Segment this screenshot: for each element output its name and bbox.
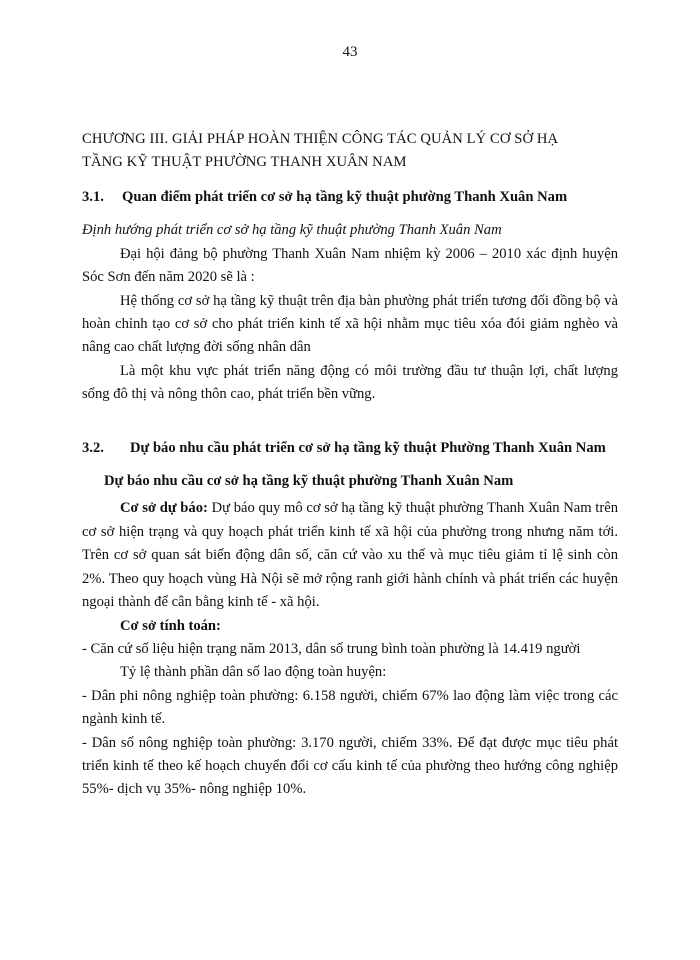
page-content [82, 128, 618, 802]
section-title: Dự báo nhu cầu phát triển cơ sở hạ tầng kỹ thuật Phường Thanh Xuân Nam [130, 439, 606, 456]
paragraph: Đại hội đảng bộ phường Thanh Xuân Nam nhiệm kỳ 2006 – 2010 xác định huyện Sóc Sơn đến năm 2020 sẽ là : [82, 245, 618, 286]
section-heading-3-2 [82, 437, 618, 460]
paragraph: - Căn cứ số liệu hiện trạng năm 2013, dân số trung bình toàn phường là 14.419 người [82, 640, 581, 657]
forecast-label: Cơ sở dự báo: [120, 500, 208, 517]
spacer [82, 407, 618, 437]
section-heading-3-1 [82, 186, 618, 209]
paragraph: Tỷ lệ thành phần dân số lao động toàn huyện: [120, 664, 387, 681]
paragraph: - Dân phi nông nghiệp toàn phường: 6.158 người, chiếm 67% lao động làm việc trong các ngành kinh tế. [82, 687, 618, 728]
paragraph: Là một khu vực phát triển năng động có môi trường đầu tư thuận lợi, chất lượng sống đô thị và nông thôn cao, phát triển bền vững. [82, 362, 618, 403]
paragraph: - Dân số nông nghiệp toàn phường: 3.170 người, chiếm 33%. Để đạt được mục tiêu phát triển kinh tế theo kế hoạch chuyển đổi cơ cấu kinh tế của phường theo hướng công nghiệp 55%- dịch vụ 35%- nông nghiệp 10%. [82, 734, 618, 798]
forecast-text: Dự báo quy mô cơ sở hạ tầng kỹ thuật phường Thanh Xuân Nam trên cơ sở hiện trạng và quy hoạch phát triển kinh tế xã hội của phường trong nhưng năm tới. Trên cơ sở quan sát biến động dân số, căn cứ vào xu thế và mục tiêu giảm tỉ lệ sinh còn 2%. Theo quy hoạch vùng Hà Nội sẽ mở rộng ranh giới hành chính và phát triển các huyện ngoại thành để cân bằng kinh tế - xã hội. [82, 500, 618, 611]
section-number: 3.1. [82, 189, 104, 205]
calc-label: Cơ sở tính toán: [120, 617, 221, 634]
section-title: Quan điểm phát triển cơ sở hạ tầng kỹ thuật phường Thanh Xuân Nam [122, 189, 568, 205]
bold-subheading: Dự báo nhu cầu cơ sở hạ tầng kỹ thuật phường Thanh Xuân Nam [104, 473, 514, 490]
chapter-title [82, 128, 618, 174]
italic-subheading: Định hướng phát triển cơ sở hạ tầng kỹ thuật phường Thanh Xuân Nam [82, 222, 502, 239]
paragraph-forecast [82, 497, 618, 614]
paragraph: Hệ thống cơ sở hạ tầng kỹ thuật trên địa bàn phường phát triển tương đối đồng bộ và hoàn chỉnh tạo cơ sở cho phát triển kinh tế xã hội nhằm mục tiêu xóa đói giảm nghèo và nâng cao chất lượng đời sống nhân dân [82, 292, 618, 356]
page-number: 43 [342, 44, 358, 60]
section-number: 3.2. [82, 439, 104, 456]
chapter-title-line2: TẦNG KỸ THUẬT PHƯỜNG THANH XUÂN NAM [82, 154, 407, 170]
chapter-title-line1: CHƯƠNG III. GIẢI PHÁP HOÀN THIỆN CÔNG TÁC QUẢN LÝ CƠ SỞ HẠ [82, 131, 559, 147]
